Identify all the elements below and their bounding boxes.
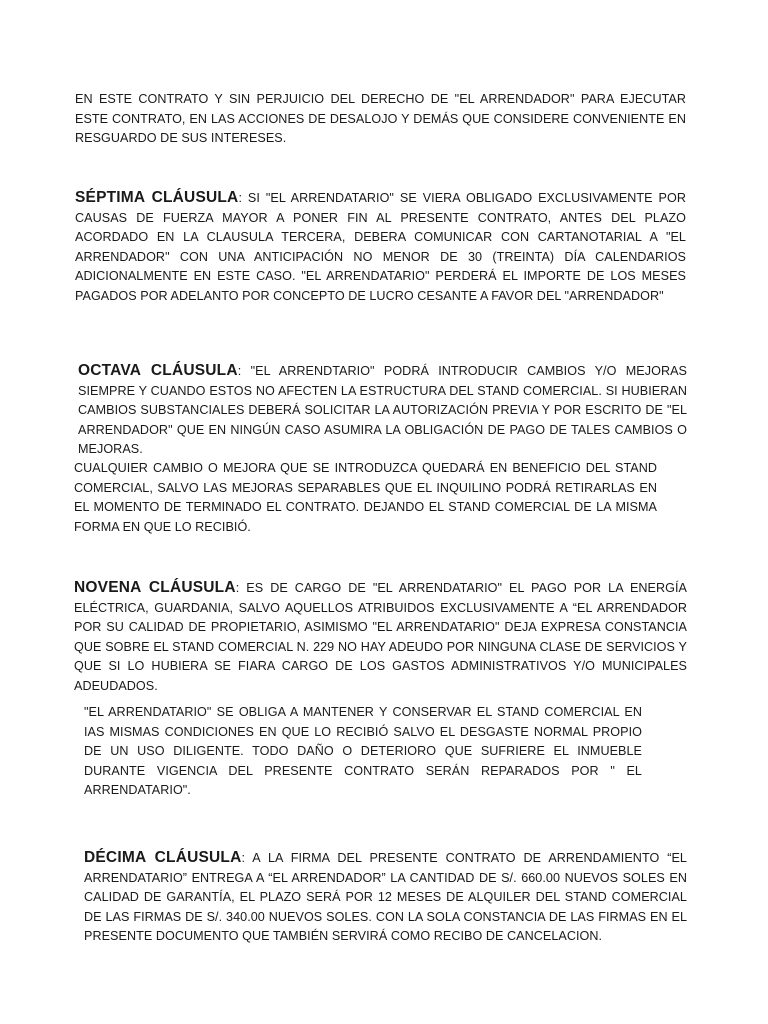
clause-decima-text: : A LA FIRMA DEL PRESENTE CONTRATO DE ARRENDAMIENTO “EL ARRENDATARIO” ENTREGA A “EL ARRENDADOR” LA CANTIDAD DE S/. 660.00 NUEVOS SOLES EN CALIDAD DE GARANTÍA, EL PLAZO SERÁ POR 12 MESES DE ALQUILER DEL STAND COMERCIAL DE LAS FIRMAS DE S/. 340.00 NUEVOS SOLES. CON LA SOLA CONSTANCIA DE LAS FIRMAS EN EL PRESENTE DOCUMENTO QUE TAMBIÉN SERVIRÁ COMO RECIBO DE CANCELACION. [84, 851, 687, 944]
clause-octava-paragraph-2-text: CUALQUIER CAMBIO O MEJORA QUE SE INTRODUZCA QUEDARÁ EN BENEFICIO DEL STAND COMERCIAL, SALVO LAS MEJORAS SEPARABLES QUE EL INQUILINO PODRÁ RETIRARLAS EN EL MOMENTO DE TERMINADO EL CONTRATO. DEJANDO EL STAND COMERCIAL DE LA MISMA FORMA EN QUE LO RECIBIÓ. [74, 461, 657, 534]
clause-octava-paragraph-2 [74, 459, 657, 537]
clause-decima [84, 848, 687, 947]
clause-novena-heading: NOVENA CLÁUSULA [74, 579, 236, 596]
clause-novena [74, 578, 687, 697]
intro-text: EN ESTE CONTRATO Y SIN PERJUICIO DEL DERECHO DE "EL ARRENDADOR" PARA EJECUTAR ESTE CONTRATO, EN LAS ACCIONES DE DESALOJO Y DEMÁS QUE CONSIDERE CONVENIENTE EN RESGUARDO DE SUS INTERESES. [75, 92, 686, 146]
clause-septima [75, 188, 686, 307]
clause-septima-text: : SI "EL ARRENDATARIO" SE VIERA OBLIGADO EXCLUSIVAMENTE POR CAUSAS DE FUERZA MAYOR A PONER FIN AL PRESENTE CONTRATO, ANTES DEL PLAZO ACORDADO EN LA CLAUSULA TERCERA, DEBERA COMUNICAR CON CARTANOTARIAL A "EL ARRENDADOR" CON UNA ANTICIPACIÓN NO MENOR DE 30 (TREINTA) DÍA CALENDARIOS ADICIONALMENTE EN ESTE CASO. "EL ARRENDATARIO" PERDERÁ EL IMPORTE DE LOS MESES PAGADOS POR ADELANTO POR CONCEPTO DE LUCRO CESANTE A FAVOR DEL "ARRENDADOR" [75, 191, 686, 303]
clause-octava [78, 361, 687, 460]
clause-octava-heading: OCTAVA CLÁUSULA [78, 362, 238, 379]
intro-paragraph [75, 90, 686, 149]
clause-novena-text: : ES DE CARGO DE "EL ARRENDATARIO" EL PAGO POR LA ENERGÍA ELÉCTRICA, GUARDANIA, SALVO AQUELLOS ATRIBUIDOS EXCLUSIVAMENTE A “EL ARRENDADOR POR SU CALIDAD DE PROPIETARIO, ASIMISMO "EL ARRENDATARIO" DEJA EXPRESA CONSTANCIA QUE SOBRE EL STAND COMERCIAL N. 229 NO HAY ADEUDO POR NINGUNA CLASE DE SERVICIOS Y QUE SI LO HUBIERA SE FIARA CARGO DE LOS GASTOS ADMINISTRATIVOS Y/O MUNICIPALES ADEUDADOS. [74, 581, 687, 693]
clause-septima-heading: SÉPTIMA CLÁUSULA [75, 189, 239, 206]
clause-novena-paragraph-2-text: "EL ARRENDATARIO" SE OBLIGA A MANTENER Y CONSERVAR EL STAND COMERCIAL EN IAS MISMAS CONDICIONES EN QUE LO RECIBIÓ SALVO EL DESGASTE NORMAL PROPIO DE UN USO DILIGENTE. TODO DAÑO O DETERIORO QUE SUFRIERE EL INMUEBLE DURANTE VIGENCIA DEL PRESENTE CONTRATO SERÁN REPARADOS POR " EL ARRENDATARIO". [84, 705, 642, 798]
clause-novena-paragraph-2 [84, 703, 642, 801]
clause-octava-text: : "EL ARRENDTARIO" PODRÁ INTRODUCIR CAMBIOS Y/O MEJORAS SIEMPRE Y CUANDO ESTOS NO AFECTEN LA ESTRUCTURA DEL STAND COMERCIAL. SI HUBIERAN CAMBIOS SUBSTANCIALES DEBERÁ SOLICITAR LA AUTORIZACIÓN PREVIA Y POR ESCRITO DE "EL ARRENDADOR" QUE EN NINGÚN CASO ASUMIRA LA OBLIGACIÓN DE PAGO DE TALES CAMBIOS O MEJORAS. [78, 364, 687, 457]
clause-decima-heading: DÉCIMA CLÁUSULA [84, 849, 242, 866]
